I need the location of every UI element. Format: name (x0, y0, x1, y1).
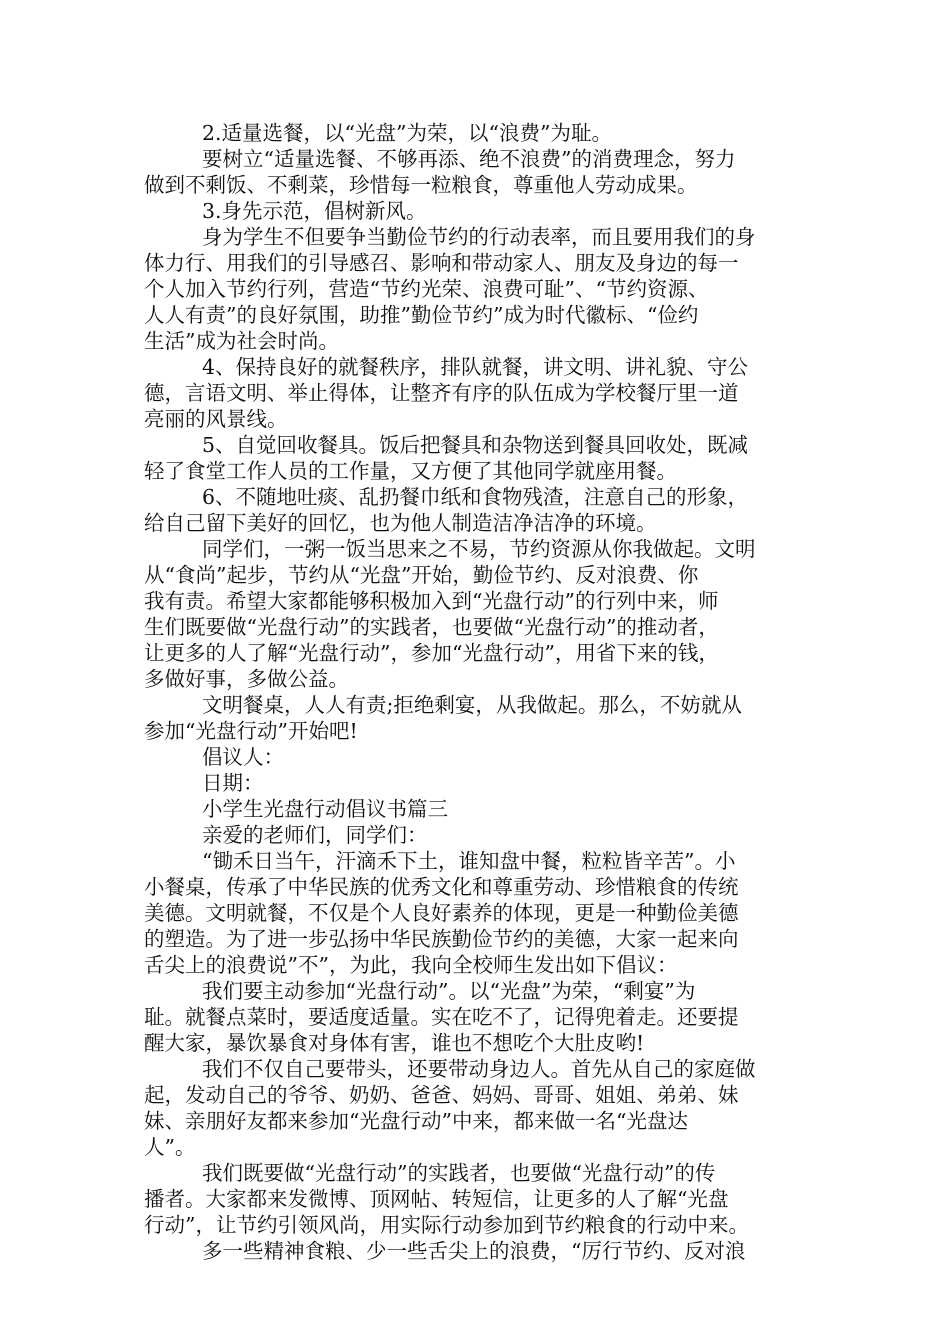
text-line: 的塑造。为了进一步弘扬中华民族勤俭节约的美德，大家一起来向 (144, 927, 739, 951)
text-line: 亲爱的老师们，同学们： (202, 823, 428, 847)
text-line: 5、自觉回收餐具。饭后把餐具和杂物送到餐具回收处，既减 (202, 433, 749, 457)
text-line: 我们要主动参加“光盘行动”。以“光盘”为荣，“剩宴”为 (202, 979, 696, 1003)
text-line: 人人有责”的良好氛围，助推”勤俭节约”成为时代徽标、“俭约 (144, 303, 699, 327)
text-line: 多一些精神食粮、少一些舌尖上的浪费，“厉行节约、反对浪 (202, 1239, 746, 1263)
text-line: 生活”成为社会时尚。 (144, 329, 339, 353)
text-line: 我们不仅自己要带头，还要带动身边人。首先从自己的家庭做 (202, 1057, 756, 1081)
text-line: 小餐桌，传承了中华民族的优秀文化和尊重劳动、珍惜粮食的传统 (144, 875, 739, 899)
text-line: 德，言语文明、举止得体，让整齐有序的队伍成为学校餐厅里一道 (144, 381, 739, 405)
text-line: 醒大家，暴饮暴食对身体有害，谁也不想吃个大肚皮哟! (144, 1031, 645, 1055)
text-line: 倡议人： (202, 745, 284, 769)
text-line: 舌尖上的浪费说”不”，为此，我向全校师生发出如下倡议： (144, 953, 678, 977)
text-line: 耻。就餐点菜时，要适度适量。实在吃不了，记得兜着走。还要提 (144, 1005, 739, 1029)
text-line: 4、保持良好的就餐秩序，排队就餐，讲文明、讲礼貌、守公 (202, 355, 749, 379)
text-line: 亮丽的风景线。 (144, 407, 288, 431)
text-line: “锄禾日当午，汗滴禾下土，谁知盘中餐，粒粒皆辛苦”。小 (202, 849, 736, 873)
text-line: 同学们，一粥一饭当思来之不易，节约资源从你我做起。文明 (202, 537, 756, 561)
text-line: 体力行、用我们的引导感召、影响和带动家人、朋友及身边的每一 (144, 251, 739, 275)
text-line: 3.身先示范，倡树新风。 (202, 199, 427, 223)
text-line: 多做好事，多做公益。 (144, 667, 349, 691)
text-line: 妹、亲朋好友都来参加“光盘行动”中来，都来做一名“光盘达 (144, 1109, 688, 1133)
text-line: 从“食尚”起步，节约从“光盘”开始，勤俭节约、反对浪费、你 (144, 563, 699, 587)
text-line: 2.适量选餐，以“光盘”为荣，以“浪费”为耻。 (202, 121, 612, 145)
text-line: 生们既要做“光盘行动”的实践者，也要做“光盘行动”的推动者， (144, 615, 719, 639)
text-line: 要树立“适量选餐、不够再添、绝不浪费”的消费理念，努力 (202, 147, 736, 171)
text-line: 轻了食堂工作人员的工作量，又方便了其他同学就座用餐。 (144, 459, 677, 483)
text-line: 个人加入节约行列，营造“节约光荣、浪费可耻”、“节约资源、 (144, 277, 709, 301)
document-body (144, 120, 810, 1264)
text-line: 身为学生不但要争当勤俭节约的行动表率，而且要用我们的身 (202, 225, 756, 249)
text-line: 给自己留下美好的回忆，也为他人制造洁净洁净的环境。 (144, 511, 657, 535)
text-line: 美德。文明就餐，不仅是个人良好素养的体现，更是一种勤俭美德 (144, 901, 739, 925)
text-line: 播者。大家都来发微博、顶网帖、转短信，让更多的人了解“光盘 (144, 1187, 729, 1211)
text-line: 6、不随地吐痰、乱扔餐巾纸和食物残渣，注意自己的形象， (202, 485, 749, 509)
text-line: 文明餐桌，人人有责;拒绝剩宴，从我做起。那么，不妨就从 (202, 693, 742, 717)
text-line: 日期： (202, 771, 264, 795)
text-line: 小学生光盘行动倡议书篇三 (202, 797, 448, 821)
text-line: 做到不剩饭、不剩菜，珍惜每一粒粮食，尊重他人劳动成果。 (144, 173, 698, 197)
text-line: 参加“光盘行动”开始吧! (144, 719, 358, 743)
text-line: 我有责。希望大家都能够积极加入到“光盘行动”的行列中来，师 (144, 589, 719, 613)
text-line: 起，发动自己的爷爷、奶奶、爸爸、妈妈、哥哥、姐姐、弟弟、妹 (144, 1083, 739, 1107)
text-line: 让更多的人了解“光盘行动”，参加“光盘行动”，用省下来的钱， (144, 641, 719, 665)
text-line: 人”。 (144, 1135, 196, 1159)
text-line: 行动”，让节约引领风尚，用实际行动参加到节约粮食的行动中来。 (144, 1213, 749, 1237)
text-line: 我们既要做“光盘行动”的实践者，也要做“光盘行动”的传 (202, 1161, 716, 1185)
